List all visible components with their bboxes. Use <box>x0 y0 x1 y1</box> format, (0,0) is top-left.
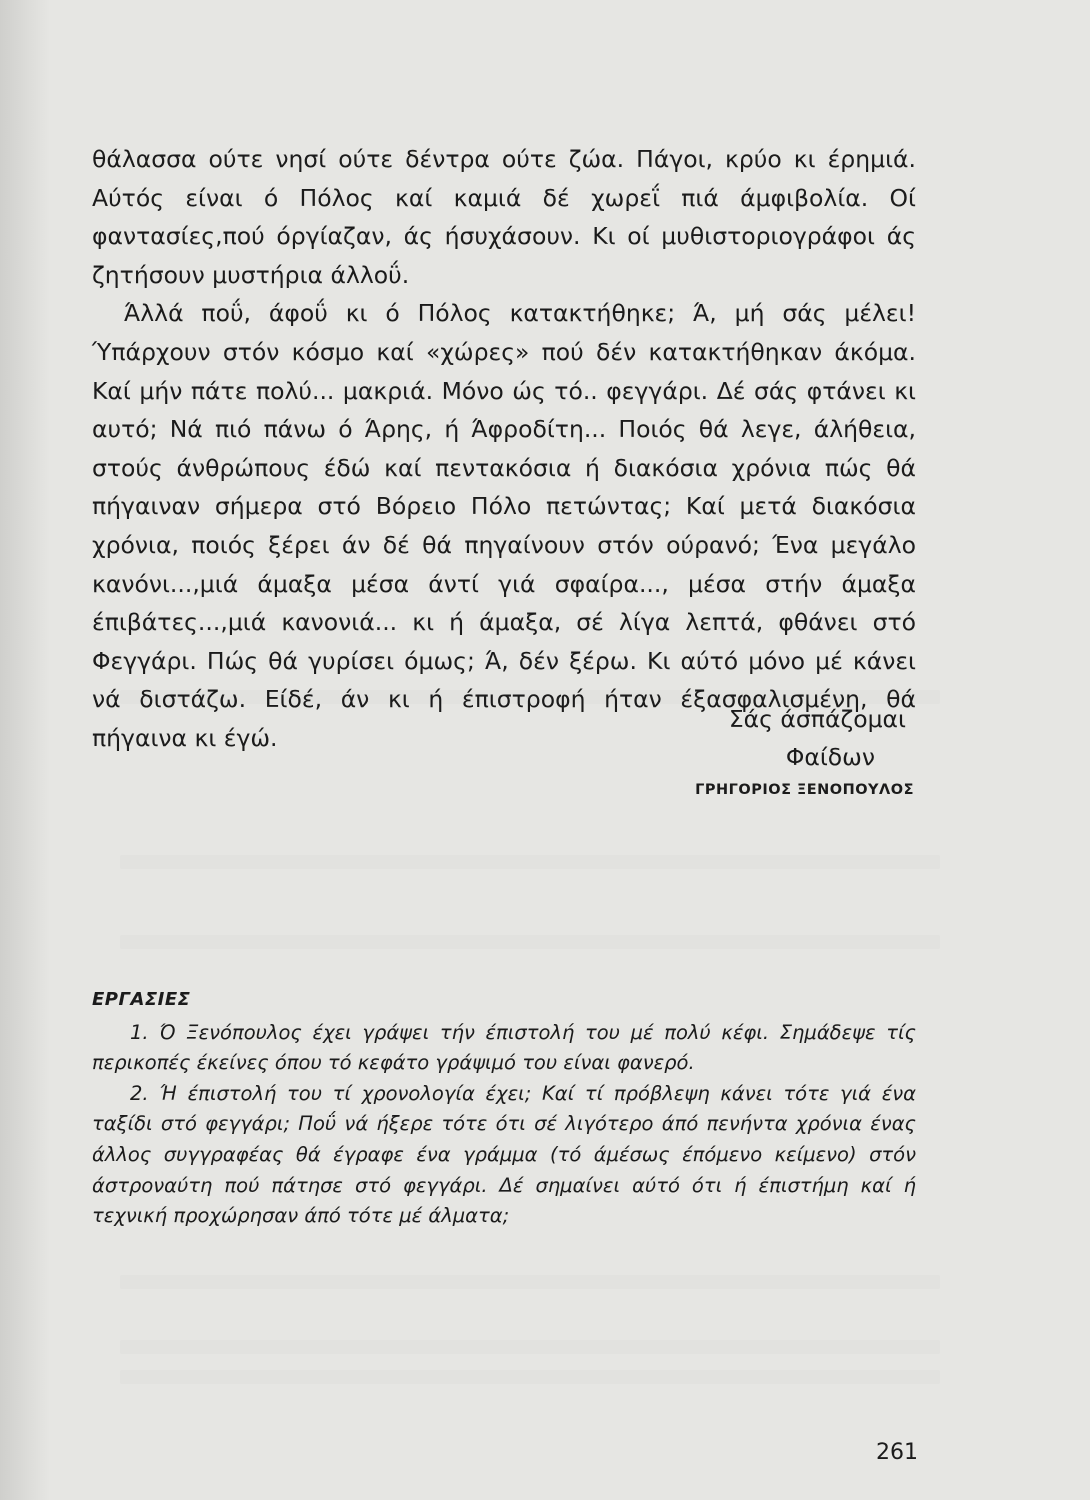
signature-closing: Σάς άσπάζομαι <box>728 705 906 733</box>
show-through-line <box>120 855 940 869</box>
show-through-line <box>120 1340 940 1354</box>
show-through-line <box>120 1370 940 1384</box>
exercises-heading: ΕΡΓΑΣΙΕΣ <box>92 989 191 1010</box>
page-number: 261 <box>876 1440 918 1465</box>
exercise-item: 1. Ό Ξενόπουλος έχει γράψει τήν έπιστολή του μέ πολύ κέφι. Σημάδεψε τίς περικοπές έκείνες όπου τό κεφάτο γράψιμό του είναι φανερό. <box>92 1020 916 1075</box>
author-name: ΓΡΗΓΟΡΙΟΣ ΞΕΝΟΠΟΥΛΟΣ <box>695 782 914 798</box>
letter-body <box>92 140 916 758</box>
page-gutter-shadow <box>0 0 50 1500</box>
show-through-line <box>120 1275 940 1289</box>
show-through-line <box>120 935 940 949</box>
letter-paragraph: θάλασσα ούτε νησί ούτε δέντρα ούτε ζώα. Πάγοι, κρύο κι έρημιά. Αύτός είναι ό Πόλος καί καμιά δέ χωρεΐ πιά άμφιβολία. Οί φαντασίες,πού όργίαζαν, άς ήσυχάσουν. Κι οί μυθιστοριογράφοι άς ζητήσουν μυστήρια άλλοΰ. <box>92 145 916 289</box>
letter-paragraph: Άλλά ποΰ, άφοΰ κι ό Πόλος κατακτήθηκε; Ά, μή σάς μέλει! Ύπάρχουν στόν κόσμο καί «χώρες» πού δέν κατακτήθηκαν άκόμα. Καί μήν πάτε πολύ... μακριά. Μόνο ώς τό.. φεγγάρι. Δέ σάς φτάνει κι αυτό; Νά πιό πάνω ό Άρης, ή Άφροδίτη... Ποιός θά λεγε, άλήθεια, στούς άνθρώπους έδώ καί πεντακόσια ή διακόσια χρόνια πώς θά πήγαιναν σήμερα στό Βόρειο Πόλο πετώντας; Καί μετά διακόσια χρόνια, ποιός ξέρει άν δέ θά πηγαίνουν στόν ούρανό; Ένα μεγάλο κανόνι...,μιά άμαξα μέσα άντί γιά σφαίρα..., μέσα στήν άμαξα έπιβάτες...,μιά κανονιά... κι ή άμαξα, σέ λίγα λεπτά, φθάνει στό Φεγγάρι. Πώς θά γυρίσει όμως; Ά, δέν ξέρω. Κι αύτό μόνο μέ κάνει νά διστάζω. Είδέ, άν κι ή έπιστροφή ήταν έξασφαλισμένη, θά πήγαινα κι έγώ. <box>92 299 916 752</box>
exercises-section <box>92 985 916 1232</box>
exercise-item: 2. Ή έπιστολή του τί χρονολογία έχει; Καί τί πρόβλεψη κάνει τότε γιά ένα ταξίδι στό φεγγάρι; Ποΰ νά ήξερε τότε ότι σέ λιγότερο άπό πενήντα χρόνια ένας άλλος συγγραφέας θά έγραφε ένα γράμμα (τό άμέσως έπόμενο κείμενο) στόν άστροναύτη πού πάτησε στό φεγγάρι. Δέ σημαίνει αύτό ότι ή έπιστήμη καί ή τεχνική προχώρησαν άπό τότε μέ άλματα; <box>92 1081 916 1228</box>
signature-name: Φαίδων <box>785 743 875 771</box>
letter-signature <box>729 700 906 776</box>
